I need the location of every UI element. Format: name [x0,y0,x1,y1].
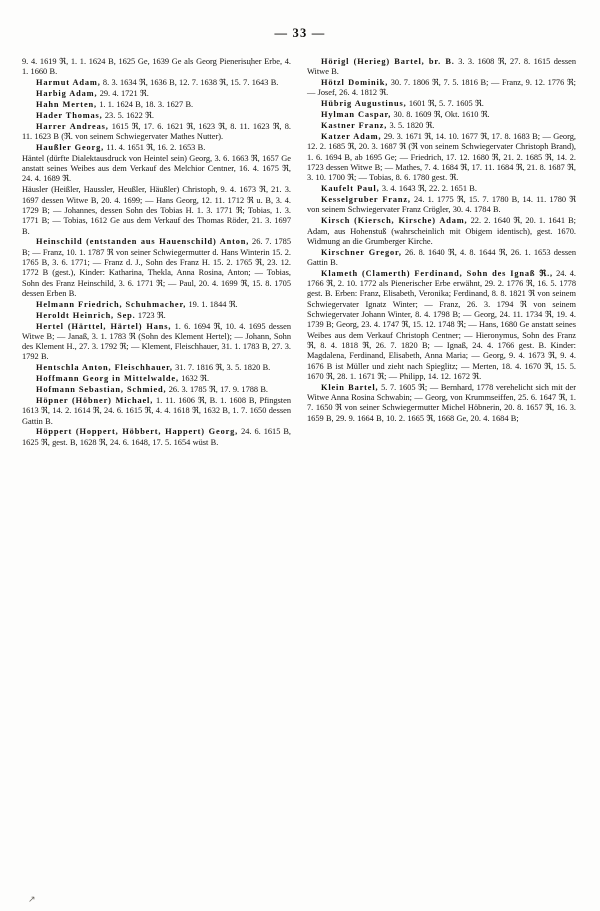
entry-body: 29. 3. 1671 ℜ, 14. 10. 1677 ℜ, 17. 8. 1683 B; — Georg, 12. 2. 1685 ℜ, 20. 3. 1687 ℜ (ℜ von seinem Schwiegervater Christoph Brand), 1. 6. 1694 B, ab 1695 Ge; — Friedrich, 17. 12. 1680 ℜ, 21. 2. 1685 ℜ, 14. 2. 1723 dessen Witwe B; — Mathes, 7. 4. 1684 ℜ, 17. 11. 1684 ℜ, 21. 8. 1687 ℜ, 3. 10. 1700 ℜ; — Tobias, 8. 6. 1780 gest. ℜ. [307,132,576,183]
entry-body: 5. 7. 1605 ℜ; — Bernhard, 1778 verehelicht sich mit der Witwe Anna Rosina Schwabin; — Georg, von Krummseiffen, 25. 6. 1647 ℜ, 1. 7. 1650 ℜ von seiner Schwiegermutter Michel Höbnerin, 20. 8. 1657 ℜ, 16. 3. 1659 B, 29. 9. 1664 B, 10. 2. 1665 ℜ, 1668 Ge, 20. 4. 1684 B; [307,382,576,423]
entry-headword: Hader Thomas, [36,110,103,120]
entry-headword: Hötzl Dominik, [321,78,389,88]
dictionary-entry [22,237,291,299]
entry-headword: Hahn Merten, [36,99,97,109]
entry-headword: Hertel (Härttel, Härtel) Hans, [36,321,172,331]
entry-body: 1632 ℜ. [178,374,210,384]
dictionary-entry [22,143,291,153]
dictionary-entry [307,195,576,216]
dictionary-entry [307,216,576,247]
entry-body: 23. 5. 1622 ℜ. [102,110,154,120]
entry-headword: Heroldt Heinrich, Sep. [36,310,136,320]
entry-headword: Höppert (Hoppert, Höbbert, Happert) Georg, [36,427,239,437]
entry-headword: Klein Bartel, [321,382,379,392]
dictionary-entry [22,100,291,110]
dictionary-entry [307,383,576,424]
entry-body: 3. 5. 1820 ℜ. [387,121,435,131]
dictionary-entry [307,184,576,194]
entry-body: 26. 8. 1640 ℜ, 4. 8. 1644 ℜ, 26. 1. 1653 dessen Gattin B. [307,247,576,267]
dictionary-entry [307,248,576,269]
dictionary-entry [307,78,576,99]
left-column [22,57,291,449]
dictionary-entry [22,396,291,427]
entry-body: 1601 ℜ, 5. 7. 1605 ℜ. [406,99,484,109]
dictionary-entry [307,121,576,131]
page-number: — 33 — [274,26,326,40]
entry-headword: Harrer Andreas, [36,121,109,131]
entry-headword: Hylman Caspar, [321,110,392,120]
dictionary-entry [22,122,291,143]
entry-body: 1723 ℜ. [135,310,166,320]
corner-mark: ↗ [28,894,36,904]
dictionary-entry [22,300,291,310]
entry-body: 3. 4. 1643 ℜ, 22. 2. 1651 B. [379,184,477,194]
entry-body: 11. 4. 1651 ℜ, 16. 2. 1653 B. [104,142,206,152]
dictionary-entry [22,363,291,373]
entry-headword: Hoffmann Georg in Mittelwalde, [36,374,179,384]
two-column-body [22,57,578,449]
dictionary-entry [307,110,576,120]
dictionary-entry [22,89,291,99]
entry-body: 26. 7. 1785 B; — Franz, 10. 1. 1787 ℜ von seiner Schwiegermutter d. Hans Winterin 15. 2. 1765 B, 3. 6. 1771; — Franz d. J., Sohn des Franz H. 15. 2. 1765 ℜ, 23. 12. 1772 B (gest.), Kinder: Katharina, Thekla, Anna Rosina, Anton; — Tobias, Sohn des Franz Heinschild, 3. 6. 1771 ℜ; — Paul, 20. 4. 1699 ℜ, 15. 8. 1705 dessen Erben B. [22,237,291,298]
entry-headword: Harbig Adam, [36,89,98,99]
entry-body: 24. 6. 1615 B, 1625 ℜ, gest. B, 1628 ℜ, 24. 6. 1648, 17. 5. 1654 wüst B. [22,427,291,447]
entry-body: 26. 3. 1785 ℜ, 17. 9. 1788 B. [166,385,269,395]
entry-body: 30. 7. 1806 ℜ, 7. 5. 1816 B; — Franz, 9. 12. 1776 ℜ; — Josef, 26. 4. 1812 ℜ. [307,78,576,98]
dictionary-entry [22,374,291,384]
entry-body: 1. 11. 1606 ℜ, B. 1. 1608 B, Pfingsten 1613 ℜ, 14. 2. 1614 ℜ, 24. 6. 1615 ℜ, 4. 4. 1618 ℜ, 1632 B, 1. 7. 1650 dessen Gattin B. [22,396,291,426]
entry-headword: Katzer Adam, [321,132,382,142]
entry-headword: Haußler Georg, [36,142,105,152]
entry-headword: Kastner Franz, [321,121,388,131]
entry-body: 1615 ℜ, 17. 6. 1621 ℜ, 1623 ℜ, 8. 11. 1623 ℜ, 8. 11. 1623 B (ℜ. von seinem Schwiegervater Mathes Nutter). [22,121,291,142]
entry-headword: Klameth (Clamerth) Ferdinand, Sohn des Ignaß ℜ., [321,268,553,278]
entry-headword: Hofmann Sebastian, Schmied, [36,385,167,395]
entry-body: 30. 8. 1609 ℜ, Okt. 1610 ℜ. [391,110,490,120]
entry-body: 3. 3. 1608 ℜ, 27. 8. 1615 dessen Witwe B. [307,57,576,77]
dictionary-entry [307,132,576,183]
dictionary-entry [22,385,291,395]
dictionary-entry: Häusler (Heißler, Haussler, Heußler, Häußler) Christoph, 9. 4. 1673 ℜ, 21. 3. 1697 dessen Witwe B, 20. 4. 1699; — Hans Georg, 12. 11. 1712 ℜ u. B, 3. 4. 1729 B; — Johannes, dessen Sohn des Tobias H. 1. 3. 1771 ℜ; Tobias, 1. 3. 1771 B; — Tobias, 1612 Ge aus dem Verkauf des Thomas Röder, 21. 3. 1697 B. [22,185,291,236]
entry-headword: Hörigl (Herieg) Bartel, br. B. [321,57,455,66]
entry-body: 24. 4. 1766 ℜ, 2. 10. 1772 als Pienerischer Erbe erwähnt, 29. 2. 1776 ℜ, 16. 5. 1778 gest. B. Erben: Franz, Elisabeth, Veronika; Ferdinand, 8. 8. 1821 ℜ von seinem Schwiegervater Ignatz Winter; — Franz, 26. 3. 1794 ℜ von seinem Schwiegervater Johann Winter, 8. 4. 1798 B; — Georg, 24. 11. 1734 ℜ, 19. 4. 1739 B; Georg, 23. 4. 1747 ℜ, 15. 12. 1748 ℜ; — Hans, 1680 Ge anstatt seines Weibes aus dem Verkauf Christoph Centner; — Hieronymus, Sohn des Franz ℜ, 8. 4. 1818 ℜ, 26. 7. 1820 B; — Ignaß, 24. 4. 1766 gest. B. Kinder: Magdalena, Ferdinand, Elisabeth, Anna Maria; — Georg, 9. 4. 1673 ℜ, 9. 4. 1676 B ist Müller und zieht nach Spieglitz; — Merten, 18. 4. 1670 ℜ, 15. 5. 1670 ℜ, 28. 1. 1671 ℜ; — Philipp, 14. 12. 1672 ℜ. [307,268,577,381]
entry-body: 22. 2. 1640 ℜ, 20. 1. 1641 B; Adam, aus Hohenstuß (wahrscheinlich mit Obigem identisch), gest. 1670. Widmung an die Grumberger Kirche. [307,216,576,246]
entry-headword: Kesselgruber Franz, [321,195,411,205]
entry-headword: Harmut Adam, [36,78,101,88]
dictionary-entry [22,111,291,121]
entry-body: 8. 3. 1634 ℜ, 1636 B, 12. 7. 1638 ℜ, 15. 7. 1643 B. [100,78,279,88]
entry-headword: Heinschild (entstanden aus Hauenschild) Anton, [36,237,250,247]
right-column [307,57,576,425]
dictionary-entry [307,57,576,78]
entry-headword: Hübrig Augustinus, [321,99,407,109]
entry-body: 19. 1. 1844 ℜ. [186,299,238,309]
entry-headword: Höpner (Höbner) Michael, [36,396,154,405]
dictionary-entry [22,311,291,321]
dictionary-entry [307,99,576,109]
entry-headword: Kaufelt Paul, [321,184,380,194]
entry-headword: Helmann Friedrich, Schuhmacher, [36,299,187,309]
entry-headword: Hentschla Anton, Fleischhauer, [36,363,173,373]
dictionary-entry: Häntel (dürfte Dialektausdruck von Heintel sein) Georg, 3. 6. 1663 ℜ, 1657 Ge anstatt seines Weibes aus dem Verkauf des Melchior Centner, 16. 4. 1675 ℜ, 24. 4. 1689 ℜ. [22,153,291,184]
dictionary-entry [22,322,291,363]
dictionary-entry [307,269,576,382]
entry-body: 24. 1. 1775 ℜ, 15. 7. 1780 B, 14. 11. 1780 ℜ von seinem Schwiegervater Franz Crögler, 30. 4. 1784 B. [307,195,576,215]
entry-headword: Kirsch (Kiersch, Kirsche) Adam, [321,216,468,226]
entry-body: 1. 1. 1624 B, 18. 3. 1627 B. [96,99,194,109]
entry-body: 1. 6. 1694 ℜ, 10. 4. 1695 dessen Witwe B; — Janaß, 3. 1. 1783 ℜ (Sohn des Klement Hertel); — Johann, Sohn des Klement H., 27. 3. 1792 ℜ; — Klement, Fleischhauer, 31. 1. 1783 B, 27. 3. 1792 B. [22,321,291,362]
entry-body: 29. 4. 1721 ℜ. [97,89,149,99]
dictionary-entry: 9. 4. 1619 ℜ, 1. 1. 1624 B, 1625 Ge, 1639 Ge als Georg Pienerisцher Erbe, 4. 1. 1660 B. [22,57,291,77]
dictionary-entry [22,78,291,88]
entry-body: 31. 7. 1816 ℜ, 3. 5. 1820 B. [172,363,271,373]
dictionary-entry [22,427,291,448]
entry-headword: Kirschner Gregor, [321,247,402,257]
